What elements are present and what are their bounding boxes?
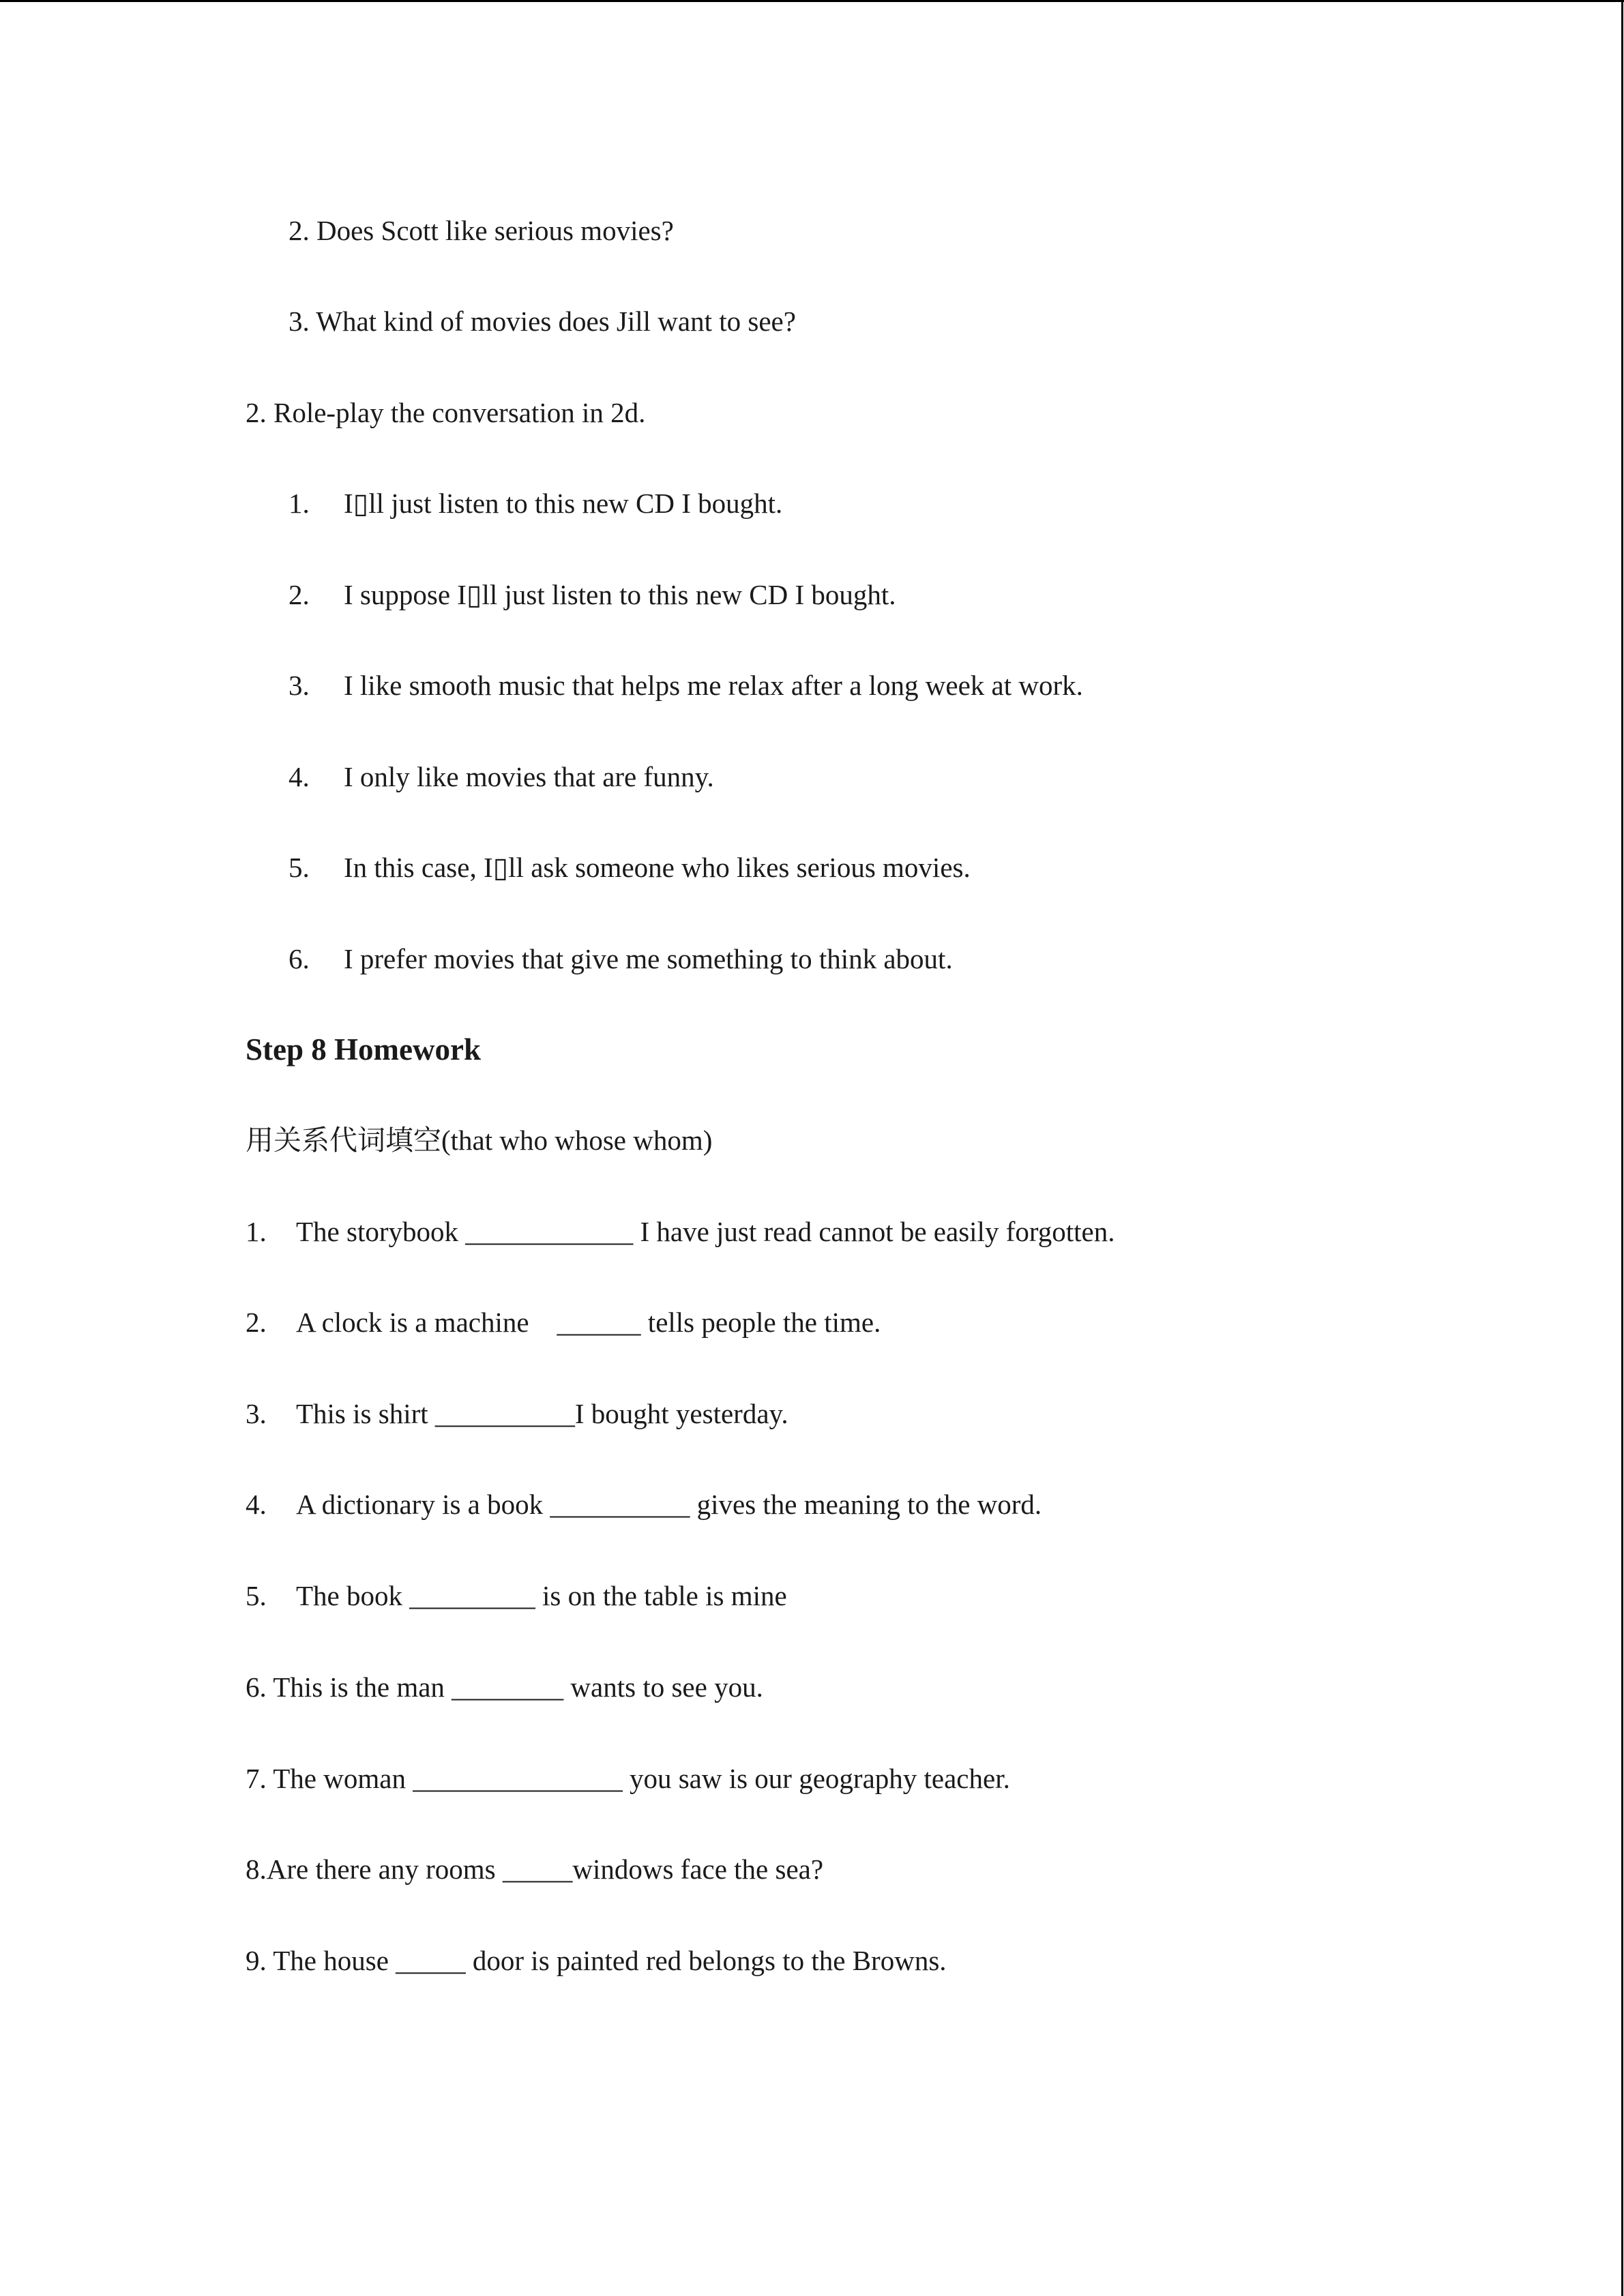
exercise-7: 7. The woman _______________ you saw is our geography teacher. bbox=[246, 1763, 1010, 1794]
homework-heading: Step 8 Homework bbox=[246, 1032, 481, 1067]
exercise-text: This is shirt __________I bought yesterday. bbox=[296, 1398, 788, 1429]
exercise-text: A dictionary is a book __________ gives the meaning to the word. bbox=[296, 1489, 1042, 1520]
page-border-top bbox=[0, 0, 1624, 2]
sentence-text: I suppose I▯ll just listen to this new CD I bought. bbox=[344, 579, 896, 610]
sentence-text: I like smooth music that helps me relax after a long week at work. bbox=[344, 670, 1083, 701]
exercise-number: 4. bbox=[246, 1489, 267, 1520]
roleplay-title: 2. Role-play the conversation in 2d. bbox=[246, 397, 646, 428]
exercise-number: 3. bbox=[246, 1398, 267, 1429]
exercise-text: A clock is a machine ______ tells people the time. bbox=[296, 1307, 881, 1338]
sentence-number: 2. bbox=[289, 579, 310, 610]
exercise-6: 6. This is the man ________ wants to see you. bbox=[246, 1671, 763, 1703]
exercise-9: 9. The house _____ door is painted red belongs to the Browns. bbox=[246, 1945, 947, 1976]
exercise-text: The storybook ____________ I have just read cannot be easily forgotten. bbox=[296, 1216, 1115, 1247]
sentence-text: In this case, I▯ll ask someone who likes serious movies. bbox=[344, 852, 971, 883]
exercise-number: 2. bbox=[246, 1307, 267, 1338]
homework-instruction: 用关系代词填空(that who whose whom) bbox=[246, 1124, 713, 1156]
exercise-8: 8.Are there any rooms _____windows face the sea? bbox=[246, 1853, 824, 1885]
sentence-text: I prefer movies that give me something to think about. bbox=[344, 943, 953, 974]
sentence-number: 4. bbox=[289, 761, 310, 792]
exercise-number: 1. bbox=[246, 1216, 267, 1247]
exercise-number: 5. bbox=[246, 1580, 267, 1611]
exercise-text: The book _________ is on the table is mine bbox=[296, 1580, 787, 1611]
sentence-number: 6. bbox=[289, 943, 310, 974]
question-2: 2. Does Scott like serious movies? bbox=[289, 215, 674, 246]
sentence-number: 1. bbox=[289, 488, 310, 519]
sentence-text: I▯ll just listen to this new CD I bought. bbox=[344, 488, 783, 519]
sentence-number: 5. bbox=[289, 852, 310, 883]
sentence-text: I only like movies that are funny. bbox=[344, 761, 714, 792]
sentence-number: 3. bbox=[289, 670, 310, 701]
question-3: 3. What kind of movies does Jill want to see? bbox=[289, 305, 796, 337]
page-border-right bbox=[1621, 0, 1623, 2296]
